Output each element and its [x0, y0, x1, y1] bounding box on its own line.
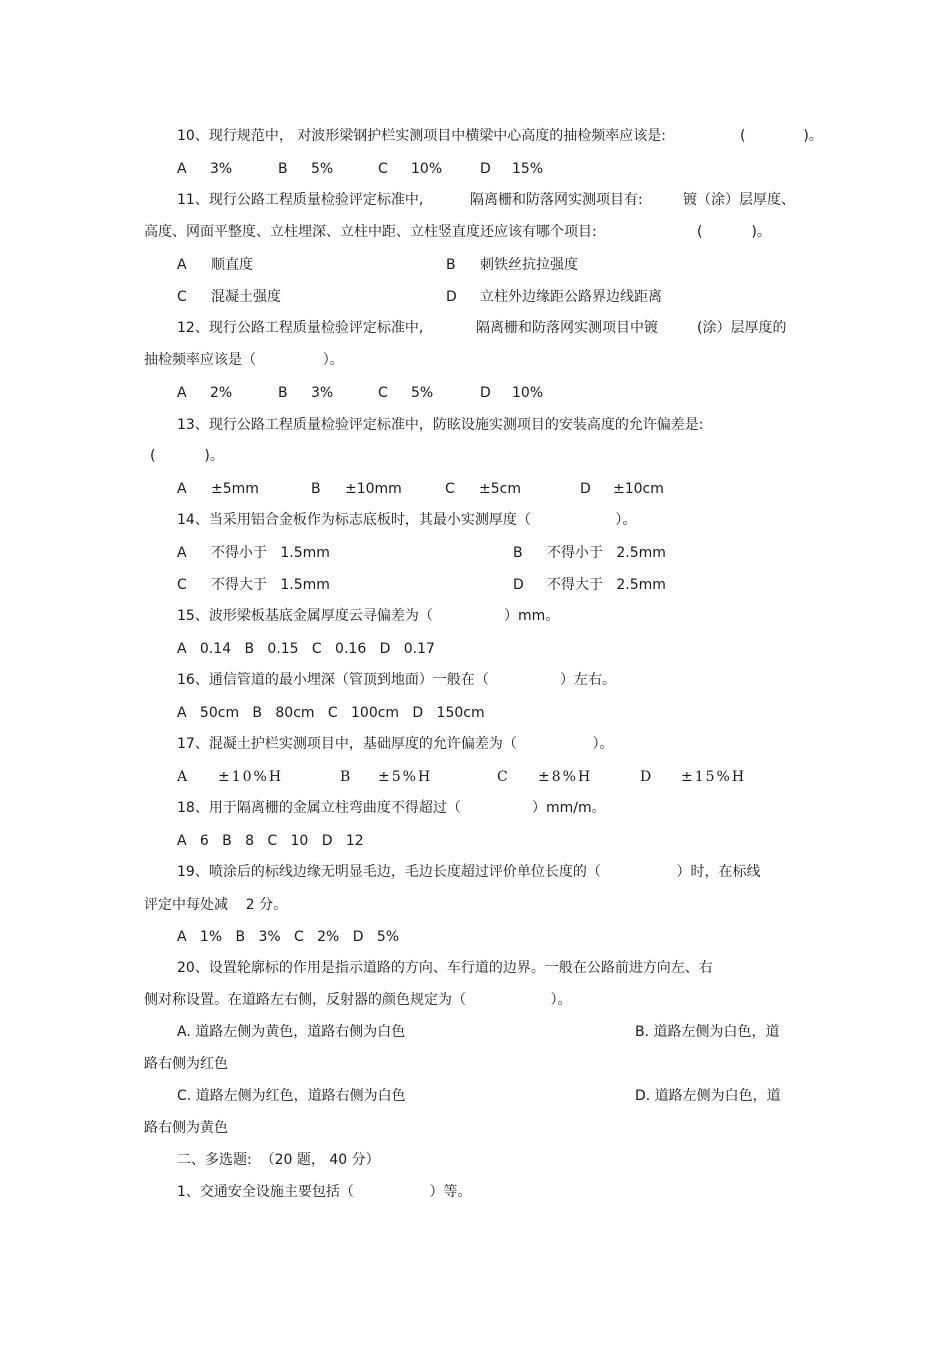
q10-option-c-letter: C — [378, 161, 388, 177]
q11-option-a: 顺直度 — [211, 257, 253, 273]
q11-option-b: 刺铁丝抗拉强度 — [480, 257, 578, 273]
section2-q1: 1、交通安全设施主要包括（ ）等。 — [177, 1184, 472, 1200]
q17-option-b: ±5%H — [378, 769, 433, 785]
q17-option-a-letter: A — [177, 769, 188, 785]
q14-option-b-letter: B — [513, 545, 523, 561]
q12-line2: 抽检频率应该是（ ）。 — [144, 352, 344, 368]
q11-option-a-letter: A — [177, 257, 187, 273]
q10-option-b-letter: B — [278, 161, 288, 177]
q11-line2-blank: ( )。 — [697, 224, 771, 240]
q13-option-b: ±10mm — [345, 481, 402, 497]
q12-option-c-letter: C — [378, 385, 388, 401]
q11-option-d: 立柱外边缘距公路界边线距离 — [480, 289, 662, 305]
q20-line1: 20、设置轮廓标的作用是指示道路的方向、车行道的边界。一般在公路前进方向左、右 — [177, 960, 713, 976]
q13-option-a: ±5mm — [211, 481, 259, 497]
q19-options: A 1% B 3% C 2% D 5% — [177, 929, 400, 945]
q12-option-d: 10% — [512, 385, 544, 401]
q20-option-a: A. 道路左侧为黄色，道路右侧为白色 — [177, 1024, 406, 1040]
q10-option-b: 5% — [311, 161, 334, 177]
q14-option-b: 不得小于 2.5mm — [547, 545, 666, 561]
q11-line2: 高度、网面平整度、立柱埋深、立柱中距、立柱竖直度还应该有哪个项目: — [144, 224, 597, 240]
q17-option-d: ±15%H — [681, 769, 747, 785]
q17-option-c-letter: C — [497, 769, 508, 785]
q11-line1a: 11、现行公路工程质量检验评定标准中, — [177, 192, 424, 208]
q20-option-b: B. 道路左侧为白色，道 — [635, 1024, 780, 1040]
q16-line1: 16、通信管道的最小埋深（管顶到地面）一般在（ ）左右。 — [177, 672, 617, 688]
q14-option-d-letter: D — [513, 577, 524, 593]
q20-line2: 侧对称设置。在道路左右侧，反射器的颜色规定为（ ）。 — [144, 992, 572, 1008]
q10-blank: ( )。 — [740, 128, 823, 144]
q10-option-c: 10% — [411, 161, 443, 177]
section2-heading: 二、多选题: （20 题， 40 分） — [177, 1152, 380, 1168]
q14-line1: 14、当采用铝合金板作为标志底板时，其最小实测厚度（ ）。 — [177, 512, 637, 528]
q20-option-b-continued: 路右侧为红色 — [144, 1056, 228, 1072]
q14-option-a-letter: A — [177, 545, 187, 561]
q17-option-b-letter: B — [340, 769, 351, 785]
q13-line2: ( )。 — [150, 448, 224, 464]
q10-text: 10、现行规范中， 对波形梁钢护栏实测项目中横梁中心高度的抽检频率应该是: — [177, 128, 666, 144]
q18-line1: 18、用于隔离栅的金属立柱弯曲度不得超过（ ）mm/m。 — [177, 800, 606, 816]
q12-option-a: 2% — [210, 385, 233, 401]
q13-option-c-letter: C — [445, 481, 455, 497]
q10-option-a: 3% — [210, 161, 233, 177]
q11-option-c: 混凝土强度 — [211, 289, 281, 305]
q10-option-d: 15% — [512, 161, 544, 177]
q14-option-c-letter: C — [177, 577, 187, 593]
q12-option-a-letter: A — [177, 385, 187, 401]
q13-option-b-letter: B — [311, 481, 321, 497]
q14-option-a: 不得小于 1.5mm — [211, 545, 330, 561]
q12-line1c: (涂）层厚度的 — [697, 320, 787, 336]
q11-option-b-letter: B — [446, 257, 456, 273]
q12-option-b: 3% — [311, 385, 334, 401]
q13-option-d: ±10cm — [613, 481, 664, 497]
q13-option-a-letter: A — [177, 481, 187, 497]
q11-option-d-letter: D — [446, 289, 457, 305]
q19-line1: 19、喷涂后的标线边缘无明显毛边，毛边长度超过评价单位长度的（ ）时，在标线 — [177, 864, 761, 880]
q20-option-d: D. 道路左侧为白色，道 — [635, 1088, 781, 1104]
q12-option-d-letter: D — [480, 385, 491, 401]
q14-option-d: 不得大于 2.5mm — [547, 577, 666, 593]
q10-option-d-letter: D — [480, 161, 491, 177]
q12-option-b-letter: B — [278, 385, 288, 401]
q16-options: A 50cm B 80cm C 100cm D 150cm — [177, 705, 485, 721]
q15-line1: 15、波形梁板基底金属厚度云寻偏差为（ ）mm。 — [177, 608, 560, 624]
q18-options: A 6 B 8 C 10 D 12 — [177, 833, 364, 849]
q15-options: A 0.14 B 0.15 C 0.16 D 0.17 — [177, 641, 435, 657]
q13-option-d-letter: D — [580, 481, 591, 497]
q17-option-d-letter: D — [640, 769, 652, 785]
q17-option-a: ±10%H — [218, 769, 284, 785]
q17-option-c: ±8%H — [538, 769, 593, 785]
q13-option-c: ±5cm — [479, 481, 521, 497]
q11-line1c: 镀（涂）层厚度、 — [683, 192, 795, 208]
q12-option-c: 5% — [411, 385, 434, 401]
q12-line1b: 隔离栅和防落网实测项目中镀 — [476, 320, 658, 336]
q11-option-c-letter: C — [177, 289, 187, 305]
q20-option-d-continued: 路右侧为黄色 — [144, 1120, 228, 1136]
q17-line1: 17、混凝土护栏实测项目中，基础厚度的允许偏差为（ ）。 — [177, 736, 614, 752]
q20-option-c: C. 道路左侧为红色，道路右侧为白色 — [177, 1088, 406, 1104]
q12-line1a: 12、现行公路工程质量检验评定标准中, — [177, 320, 424, 336]
q14-option-c: 不得大于 1.5mm — [211, 577, 330, 593]
q13-line1: 13、现行公路工程质量检验评定标准中，防眩设施实测项目的安装高度的允许偏差是: — [177, 417, 704, 433]
q19-line2: 评定中每处减 2 分。 — [144, 897, 288, 913]
q10-option-a-letter: A — [177, 161, 187, 177]
q11-line1b: 隔离栅和防落网实测项目有: — [470, 192, 643, 208]
